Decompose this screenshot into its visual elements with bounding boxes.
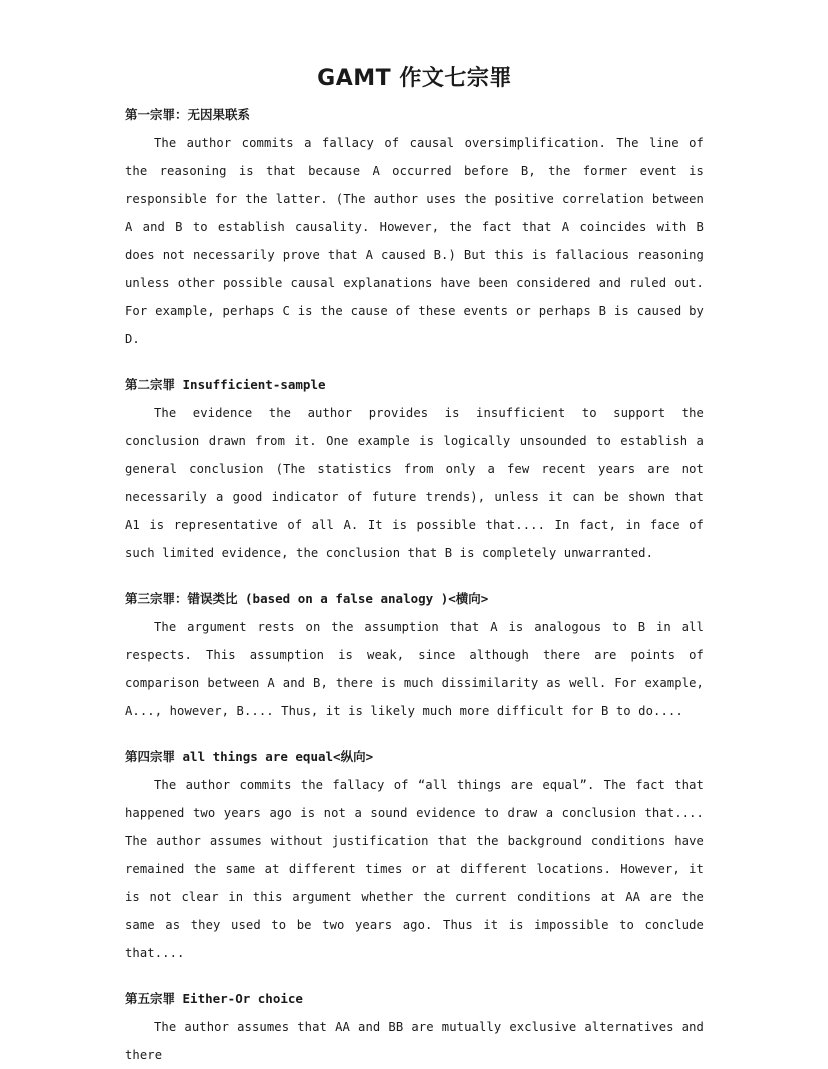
section-heading: 第五宗罪 Either-Or choice	[125, 991, 303, 1006]
section-2	[125, 375, 704, 567]
section-body: The argument rests on the assumption that A is analogous to B in all respects. This assumption is weak, since although there are points of comparison between A and B, there is much dissimilarity as well. For example, A..., however, B.... Thus, it is likely much more difficult for B to do....	[125, 620, 704, 718]
section-4	[125, 747, 704, 967]
section-1	[125, 105, 704, 353]
section-3	[125, 589, 704, 725]
section-heading: 第三宗罪：错误类比 (based on a false analogy )<横向>	[125, 591, 489, 606]
section-5	[125, 989, 704, 1069]
section-body: The author assumes that AA and BB are mutually exclusive alternatives and there	[125, 1020, 704, 1062]
section-body: The evidence the author provides is insufficient to support the conclusion drawn from it. One example is logically unsounded to establish a general conclusion (The statistics from only a few recent years are not necessarily a good indicator of future trends), unless it can be shown that A1 is representative of all A. It is possible that.... In fact, in face of such limited evidence, the conclusion that B is completely unwarranted.	[125, 406, 704, 560]
section-body: The author commits the fallacy of “all things are equal”. The fact that happened two years ago is not a sound evidence to draw a conclusion that.... The author assumes without justification that the background conditions have remained the same at different times or at different locations. However, it is not clear in this argument whether the current conditions at AA are the same as they used to be two years ago. Thus it is impossible to conclude that....	[125, 778, 704, 960]
section-heading: 第四宗罪 all things are equal<纵向>	[125, 749, 374, 764]
section-heading: 第二宗罪 Insufficient-sample	[125, 377, 326, 392]
section-heading: 第一宗罪：无因果联系	[125, 107, 251, 122]
section-body: The author commits a fallacy of causal oversimplification. The line of the reasoning is that because A occurred before B, the former event is responsible for the latter. (The author uses the positive correlation between A and B to establish causality. However, the fact that A coincides with B does not necessarily prove that A caused B.) But this is fallacious reasoning unless other possible causal explanations have been considered and ruled out. For example, perhaps C is the cause of these events or perhaps B is caused by D.	[125, 136, 704, 346]
document-title: GAMT 作文七宗罪	[317, 66, 512, 91]
